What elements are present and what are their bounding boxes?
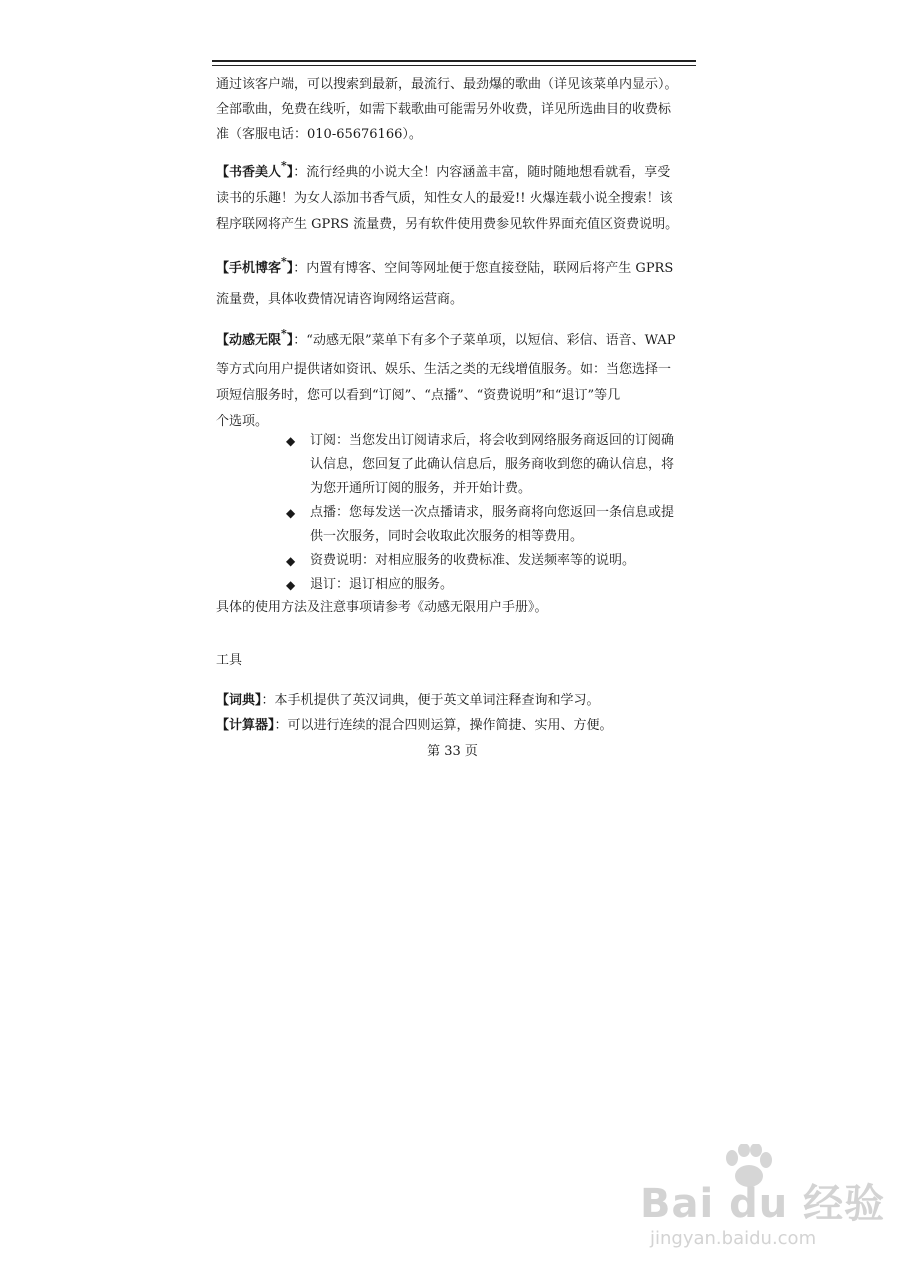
shuxiang-title-close: 】 [286, 165, 294, 180]
dongan-star: * [281, 327, 287, 340]
shuxiang-title: 【书香美人 [216, 165, 282, 180]
bullet-line: 资费说明：对相应服务的收费标准、发送频率等的说明。 [310, 553, 636, 568]
bullet-on-demand [286, 501, 700, 549]
boke-star: * [281, 255, 287, 268]
bullet-line: 退订：退订相应的服务。 [310, 577, 454, 592]
baidu-jingyan-watermark [640, 1150, 886, 1270]
tools-heading: 工具 [216, 653, 243, 668]
dongan-title-close: 】 [286, 333, 294, 348]
shuxiang-line: 程序联网将产生 GPRS 流量费，另有软件使用费参见软件界面充值区资费说明。 [216, 217, 679, 232]
dictionary-entry [216, 688, 700, 713]
service-bullet-list [286, 429, 700, 597]
shuxiang-first-line: ：流行经典的小说大全！内容涵盖丰富，随时随地想看就看，享受 [293, 165, 671, 180]
shuxiang-line: 读书的乐趣！为女人添加书香气质，知性女人的最爱!! 火爆连载小说全搜索！该 [216, 191, 673, 206]
manual-reference [216, 595, 700, 620]
diamond-bullet-icon: ◆ [286, 578, 296, 592]
intro-line: 全部歌曲，免费在线听，如需下载歌曲可能需另外收费，详见所选曲目的收费标 [216, 102, 672, 117]
diamond-bullet-icon: ◆ [286, 506, 296, 520]
boke-title: 【手机博客 [216, 261, 282, 276]
header-rule-thick [212, 60, 696, 62]
dongan-line: 项短信服务时，您可以看到“订阅”、“点播”、“资费说明”和“退订”等几 [216, 388, 621, 403]
watermark-brand: Bai du 经验 [640, 1181, 886, 1227]
watermark-url: jingyan.baidu.com [650, 1228, 817, 1249]
boke-paragraph [216, 253, 700, 315]
page-number: 第 33 页 [427, 744, 478, 759]
bullet-line: 为您开通所订阅的服务，并开始计费。 [310, 481, 532, 496]
header-rule-thin [212, 65, 696, 66]
bullet-line: 认信息，您回复了此确认信息后，服务商收到您的确认信息，将 [310, 457, 675, 472]
dongan-line: 个选项。 [216, 414, 269, 429]
bullet-fee-info [286, 549, 700, 573]
intro-paragraph [216, 72, 700, 147]
shuxiang-paragraph [216, 160, 700, 238]
calculator-entry [216, 713, 700, 738]
tools-list [216, 688, 700, 738]
bullet-subscribe [286, 429, 700, 501]
dongan-paragraph [216, 325, 700, 435]
calculator-text: ：可以进行连续的混合四则运算，操作简捷、实用、方便。 [274, 718, 613, 733]
boke-first-line: ：内置有博客、空间等网址便于您直接登陆，联网后将产生 GPRS [293, 261, 674, 276]
bullet-line: 供一次服务，同时会收取此次服务的相等费用。 [310, 529, 584, 544]
dongan-first-line: ：“动感无限”菜单下有多个子菜单项，以短信、彩信、语音、WAP [293, 333, 676, 348]
intro-line: 准（客服电话：010-65676166）。 [216, 127, 422, 142]
diamond-bullet-icon: ◆ [286, 554, 296, 568]
intro-line: 通过该客户端，可以搜索到最新，最流行、最劲爆的歌曲（详见该菜单内显示）。 [216, 77, 678, 92]
boke-line: 流量费，具体收费情况请咨询网络运营商。 [216, 292, 464, 307]
dongan-title: 【动感无限 [216, 333, 282, 348]
bullet-line: 订阅：当您发出订阅请求后，将会收到网络服务商返回的订阅确 [310, 433, 675, 448]
diamond-bullet-icon: ◆ [286, 434, 296, 448]
calculator-title: 【计算器】 [216, 718, 275, 733]
dictionary-text: ：本手机提供了英汉词典，便于英文单词注释查询和学习。 [261, 693, 600, 708]
dongan-line: 等方式向用户提供诸如资讯、娱乐、生活之类的无线增值服务。如：当您选择一 [216, 362, 672, 377]
dictionary-title: 【词典】 [216, 693, 262, 708]
shuxiang-star: * [281, 159, 287, 172]
bullet-line: 点播：您每发送一次点播请求，服务商将向您返回一条信息或提 [310, 505, 675, 520]
manual-reference-text: 具体的使用方法及注意事项请参考《动感无限用户手册》。 [216, 600, 548, 615]
boke-title-close: 】 [286, 261, 294, 276]
bullet-unsubscribe [286, 573, 700, 597]
tools-section [216, 648, 700, 673]
